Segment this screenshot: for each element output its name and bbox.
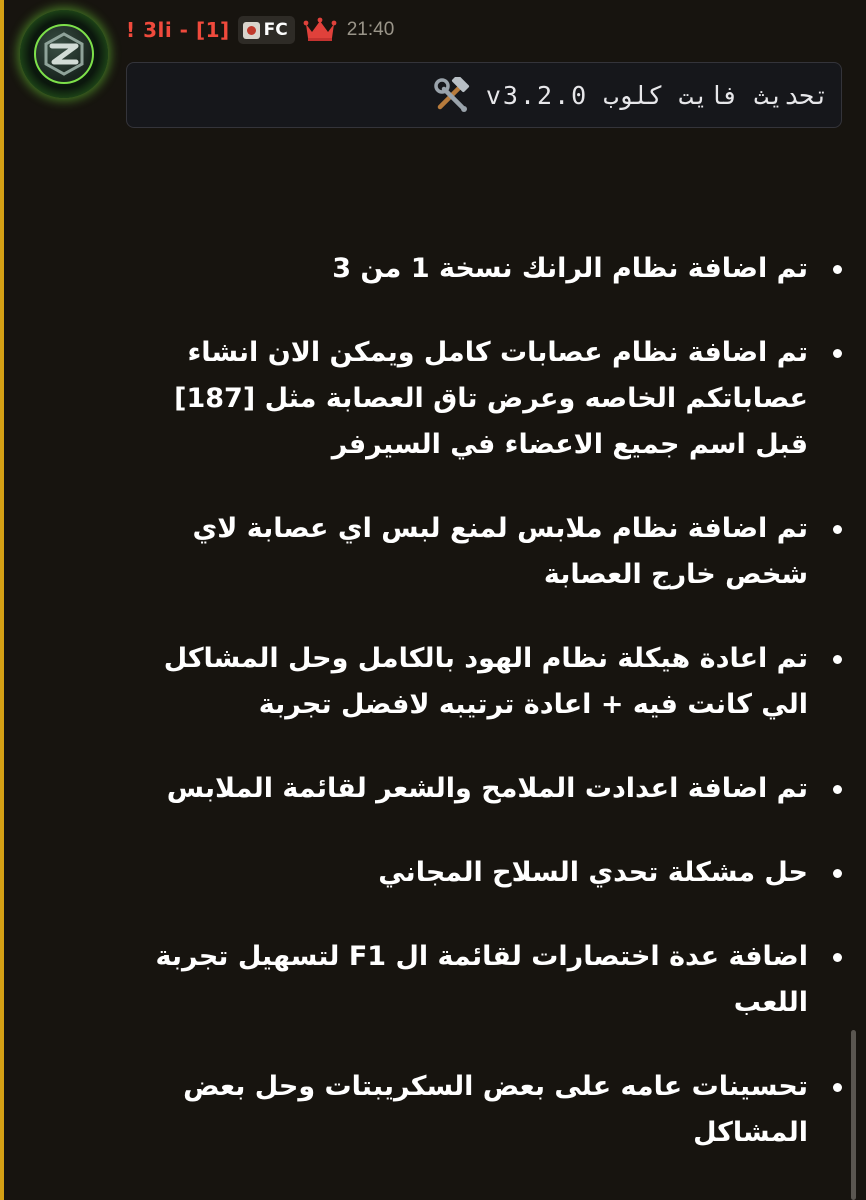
list-item [126,506,842,598]
guild-tag[interactable] [238,16,295,44]
avatar-emblem-icon [20,10,108,98]
bullet-icon [833,869,842,878]
changelog-list [126,246,842,1156]
code-block [126,62,842,128]
bullet-icon [833,525,842,534]
bullet-icon [833,953,842,962]
green-emblem-avatar[interactable] [20,10,108,98]
hammer-and-wrench-icon [432,77,472,113]
list-item-text: تم اضافة نظام عصابات كامل ويمكن الان انشاء عصاباتكم الخاصه وعرض تاق العصابة مثل [187] قبل اسم جميع الاعضاء في السيرفر [174,337,808,460]
list-item [126,636,842,728]
guild-badge-icon [243,22,260,39]
bullet-icon [833,785,842,794]
bullet-icon [833,265,842,274]
author-name[interactable]: ! 3li - [1] [126,18,230,42]
list-item [126,766,842,812]
scrollbar-thumb[interactable] [851,1030,856,1200]
list-item-text: تم اضافة نظام ملابس لمنع لبس اي عصابة لاي شخص خارج العصابة [192,513,808,590]
list-item-text: تم اضافة اعدادت الملامح والشعر لقائمة الملابس [166,773,808,804]
list-item-text: تم اعادة هيكلة نظام الهود بالكامل وحل المشاكل الي كانت فيه + اعادة ترتيبه لافضل تجربة [163,643,808,720]
list-item-text: تم اضافة نظام الرانك نسخة 1 من 3 [332,253,808,284]
code-block-text: تحديث فايت كلوب v3.2.0 [485,80,829,110]
bullet-icon [833,655,842,664]
list-item [126,934,842,1026]
message-timestamp: 21:40 [346,19,395,40]
list-item-text: حل مشكلة تحدي السلاح المجاني [378,857,808,888]
list-item-text: تحسينات عامه على بعض السكريبتات وحل بعض المشاكل [183,1071,808,1148]
list-item [126,330,842,468]
mention-highlight-bar [0,0,4,1200]
list-item [126,850,842,896]
list-item-text: اضافة عدة اختصارات لقائمة ال F1 لتسهيل تجربة اللعب [155,941,808,1018]
list-item [126,1064,842,1156]
guild-tag-text: FC [263,20,288,40]
bullet-icon [833,1083,842,1092]
message-header [126,12,394,48]
bullet-icon [833,349,842,358]
list-item [126,246,842,292]
crown-icon [303,17,337,43]
